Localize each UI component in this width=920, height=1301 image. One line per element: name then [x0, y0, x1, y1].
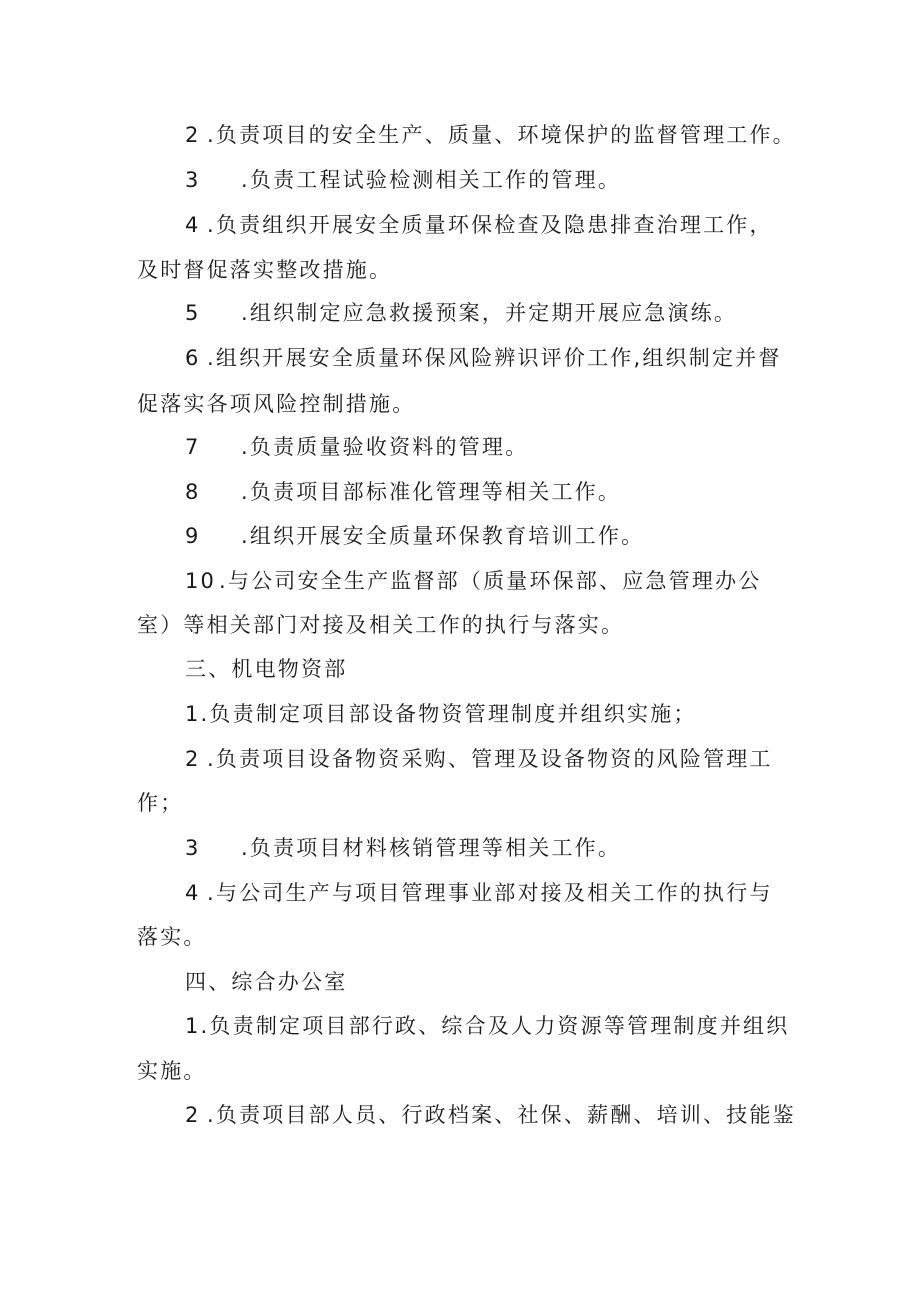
item-text: .负责项目的安全生产、质量、环境保护的监督管理工作。: [207, 123, 796, 147]
section-heading: [185, 968, 347, 996]
continuation-line: [137, 611, 624, 639]
list-item: [185, 166, 621, 194]
list-item: [185, 433, 528, 461]
item-number: 4: [185, 213, 201, 237]
item-text: .负责工程试验检测相关工作的管理。: [241, 168, 622, 192]
list-item: [185, 1012, 789, 1040]
list-item: [185, 522, 644, 550]
continuation-line: [137, 789, 183, 817]
continuation-line: [137, 923, 207, 951]
list-item: [185, 211, 773, 239]
item-text: .组织制定应急救援预案，并定期开展应急演练。: [241, 301, 738, 325]
continuation-line: [137, 1057, 207, 1085]
item-text: .组织开展安全质量环保教育培训工作。: [241, 524, 645, 548]
item-text: .负责质量验收资料的管理。: [241, 435, 529, 459]
item-number: 5: [185, 301, 201, 325]
item-number: 7: [185, 435, 201, 459]
item-text: .负责项目材料核销管理等相关工作。: [241, 836, 622, 860]
item-text: 1.负责制定项目部行政、综合及人力资源等管理制度并组织: [185, 1014, 790, 1038]
item-text: .负责项目设备物资采购、管理及设备物资的风险管理工: [207, 747, 773, 771]
item-number: 9: [185, 524, 201, 548]
item-number: 10: [185, 569, 217, 593]
list-item: [185, 745, 773, 773]
item-text: 室）等相关部门对接及相关工作的执行与落实。: [137, 613, 625, 637]
item-number: 6: [185, 346, 201, 370]
item-text: .与公司安全生产监督部（质量环保部、应急管理办公: [219, 569, 762, 593]
item-text: 及时督促落实整改措施。: [137, 258, 393, 282]
item-number: 8: [185, 480, 201, 504]
continuation-line: [137, 256, 392, 284]
item-text: .负责项目部标准化管理等相关工作。: [241, 480, 622, 504]
item-number: 4: [185, 881, 201, 905]
list-item: [185, 344, 782, 372]
section-title: 三、机电物资部: [185, 657, 348, 681]
item-number: 3: [185, 836, 201, 860]
section-title: 四、综合办公室: [185, 970, 348, 994]
item-text: 促落实各项风险控制措施。: [137, 392, 416, 416]
list-item: [185, 1101, 796, 1129]
item-text: 1.负责制定项目部设备物资管理制度并组织实施；: [185, 702, 697, 726]
item-text: .与公司生产与项目管理事业部对接及相关工作的执行与: [207, 881, 773, 905]
item-text: .组织开展安全质量环保风险辨识评价工作,组织制定并督: [207, 346, 782, 370]
item-text: 作；: [137, 791, 184, 815]
item-number: 3: [185, 168, 201, 192]
item-text: .负责项目部人员、行政档案、社保、薪酬、培训、技能鉴: [207, 1103, 796, 1127]
item-text: .负责组织开展安全质量环保检查及隐患排查治理工作，: [207, 213, 773, 237]
section-heading: [185, 655, 347, 683]
item-number: 2: [185, 747, 201, 771]
list-item: [185, 834, 621, 862]
list-item: [185, 121, 796, 149]
continuation-line: [137, 390, 415, 418]
list-item: [185, 879, 773, 907]
item-text: 实施。: [137, 1059, 207, 1083]
list-item: [185, 299, 737, 327]
item-number: 2: [185, 123, 201, 147]
list-item: [185, 700, 697, 728]
list-item: [185, 567, 761, 595]
list-item: [185, 478, 621, 506]
item-text: 落实。: [137, 925, 207, 949]
item-number: 2: [185, 1103, 201, 1127]
